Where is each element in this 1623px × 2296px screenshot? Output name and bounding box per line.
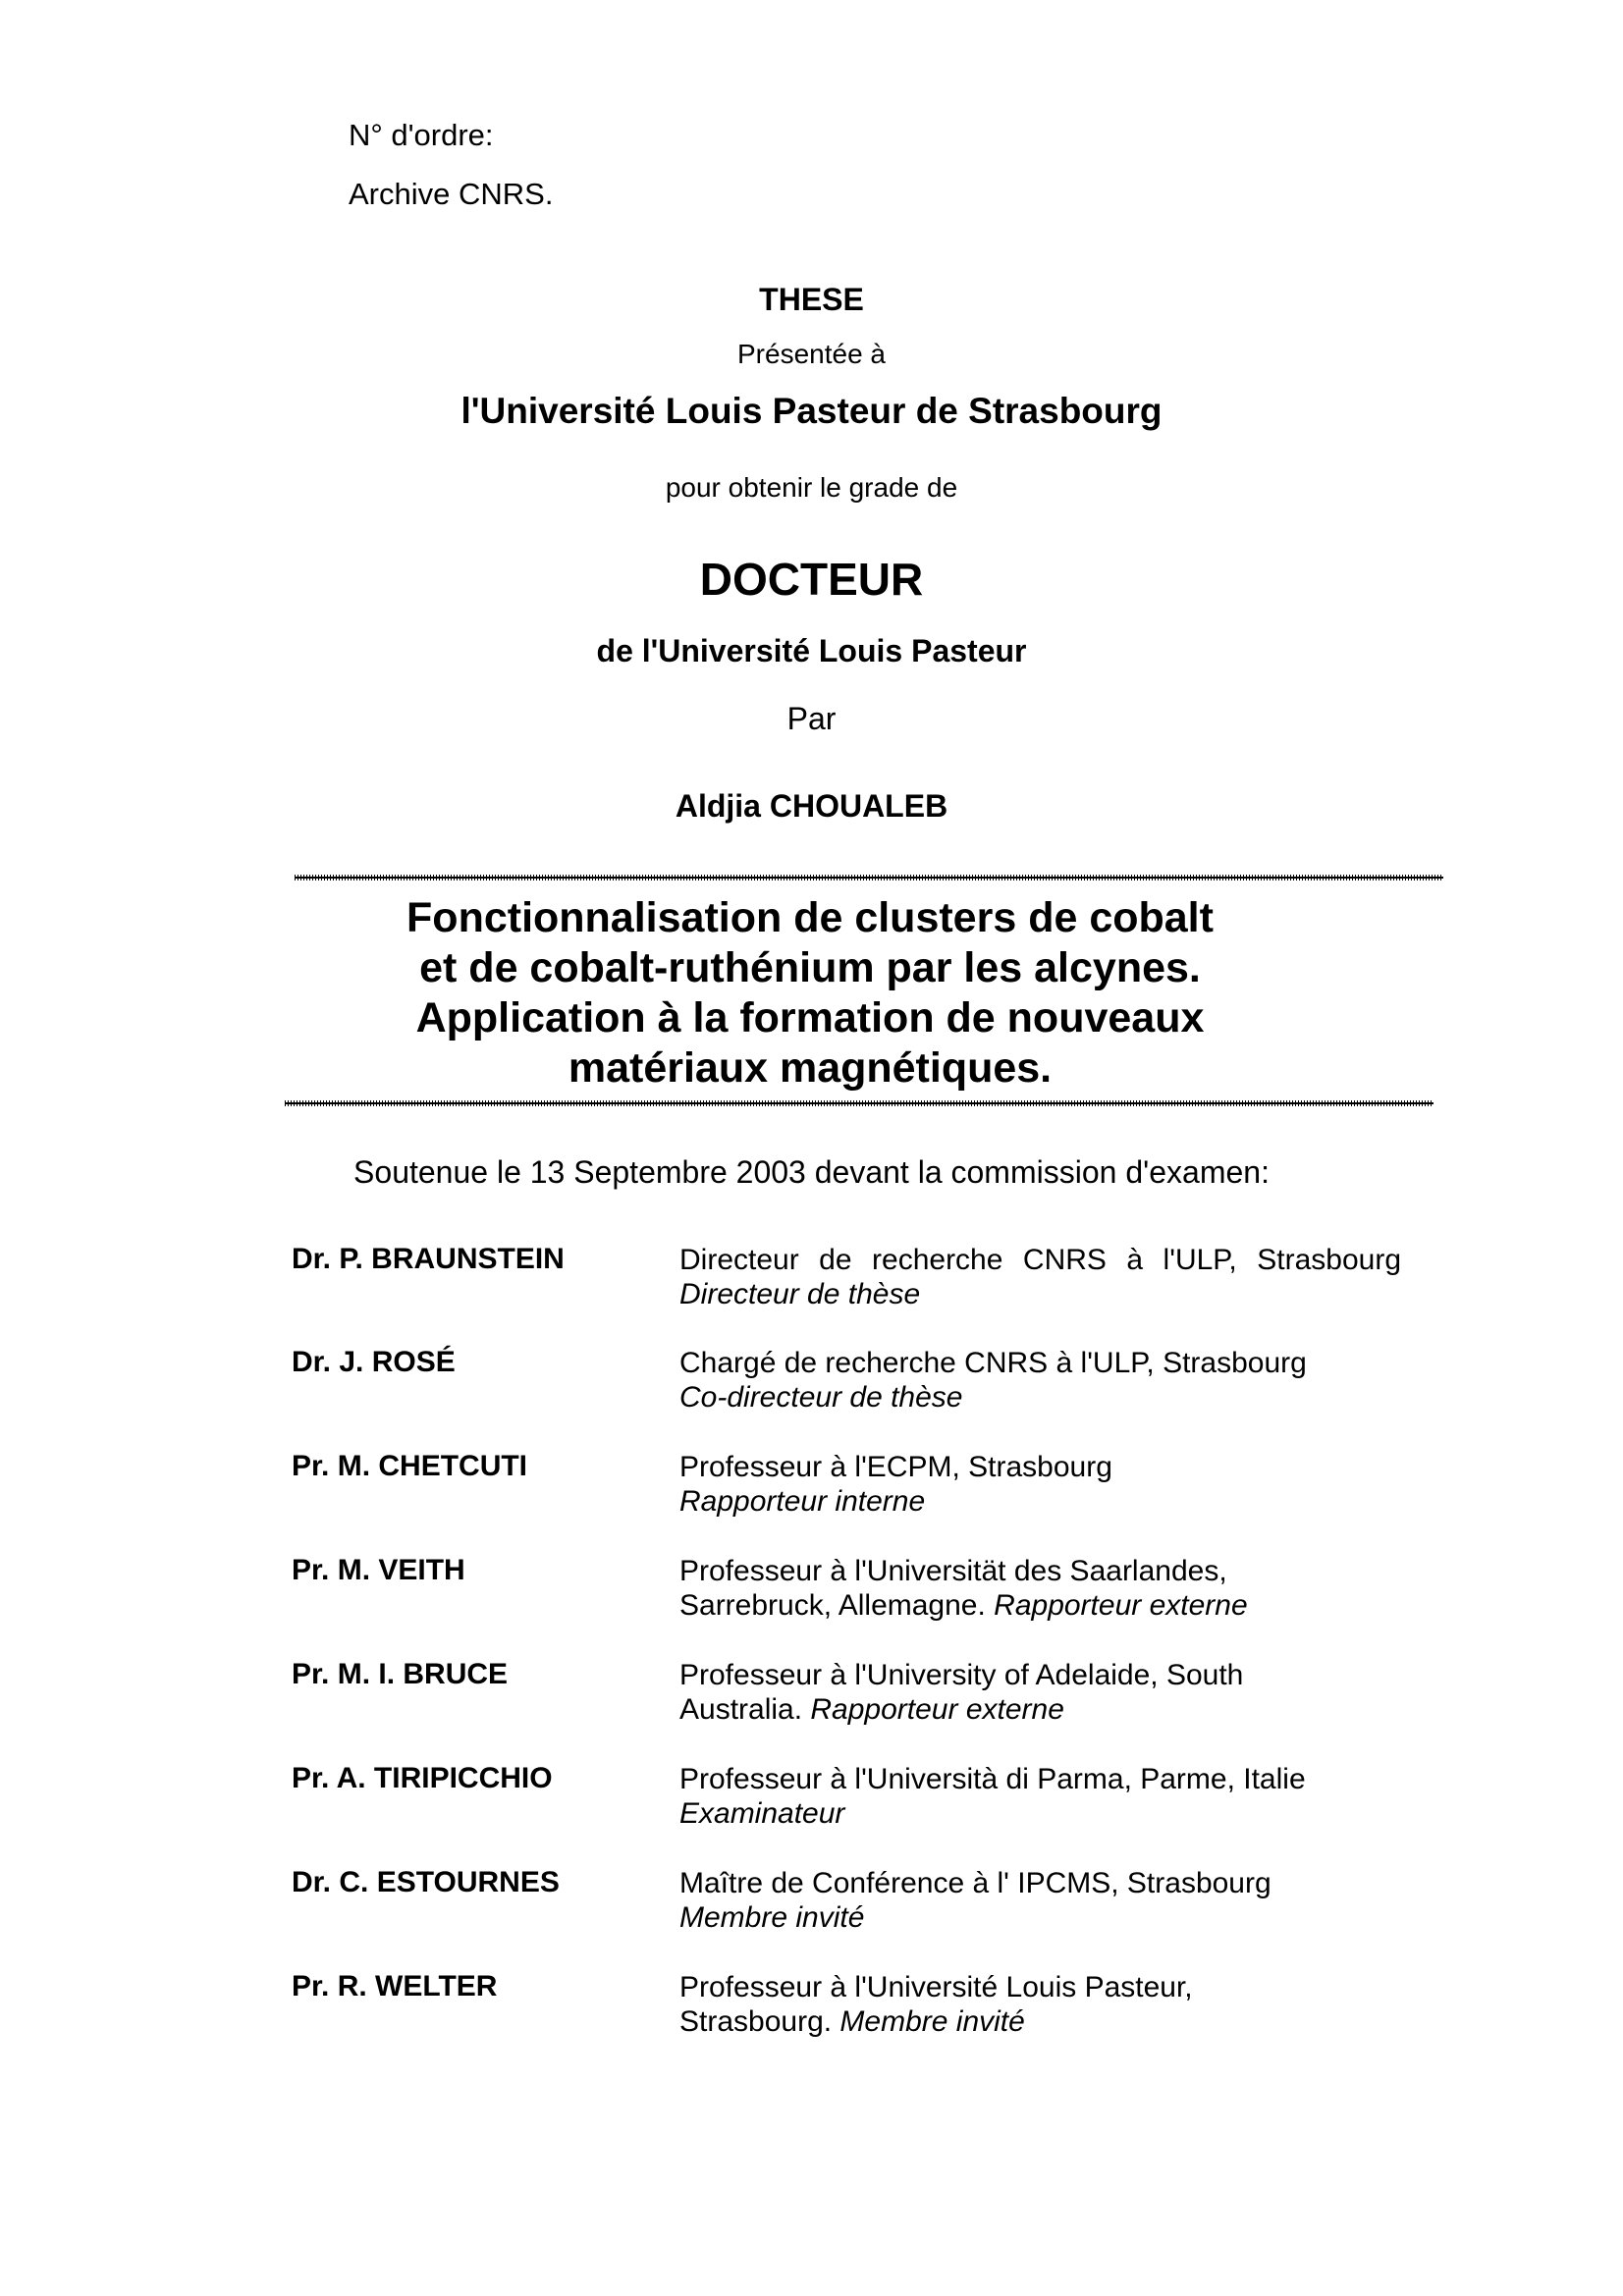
ordre-number-label: N° d'ordre: (349, 118, 494, 152)
jury-member-role: Rapporteur externe (810, 1693, 1064, 1726)
author-name: Aldjia CHOUALEB (675, 788, 948, 824)
university-name: l'Université Louis Pasteur de Strasbourg (460, 391, 1163, 431)
jury-member-role: Rapporteur externe (994, 1589, 1248, 1622)
jury-member-role: Directeur de thèse (679, 1278, 921, 1310)
jury-member-affiliation: Professeur à l'ECPM, Strasbourg (679, 1451, 1112, 1483)
jury-member-affiliation: Chargé de recherche CNRS à l'ULP, Strasbourg (679, 1347, 1307, 1379)
jury-member-affiliation-cont: Sarrebruck, Allemagne. (679, 1589, 995, 1622)
jury-member-role: Examinateur (679, 1797, 845, 1830)
jury-member-name: Pr. A. TIRIPICCHIO (292, 1762, 553, 1794)
jury-member-details (679, 1866, 1401, 1935)
jury-member-role: Rapporteur interne (679, 1485, 926, 1518)
jury-member-details (679, 1346, 1401, 1415)
these-heading: THESE (759, 282, 864, 317)
jury-member-affiliation: Professeur à l'Universität des Saarlandes, (679, 1555, 1227, 1587)
jury-member-role: Membre invité (839, 2005, 1025, 2038)
jury-member-details (679, 1970, 1401, 2039)
thesis-title (265, 893, 1355, 1094)
docteur-heading: DOCTEUR (699, 554, 924, 605)
thesis-title-line: Fonctionnalisation de clusters de cobalt (406, 894, 1214, 941)
docteur-university: de l'Université Louis Pasteur (596, 633, 1027, 668)
jury-member-details (679, 1762, 1401, 1831)
jury-member-name: Dr. P. BRAUNSTEIN (292, 1243, 565, 1275)
jury-member-role: Membre invité (679, 1901, 865, 1934)
jury-member-affiliation: Professeur à l'Università di Parma, Parme, Italie (679, 1763, 1306, 1795)
defense-statement: Soutenue le 13 Septembre 2003 devant la commission d'examen: (353, 1154, 1270, 1190)
jury-member-name: Pr. M. CHETCUTI (292, 1450, 528, 1482)
jury-member-affiliation-cont: Strasbourg. (679, 2005, 840, 2038)
presentee-text: Présentée à (737, 339, 886, 369)
jury-member-details (679, 1450, 1401, 1519)
title-rule-bottom (285, 1100, 1434, 1106)
jury-member-name: Dr. C. ESTOURNES (292, 1866, 560, 1898)
thesis-title-line: Application à la formation de nouveaux (415, 994, 1205, 1041)
thesis-title-line: matériaux magnétiques. (568, 1044, 1053, 1092)
title-rule-top (295, 875, 1443, 881)
jury-member-details (679, 1243, 1401, 1311)
jury-member-name: Dr. J. ROSÉ (292, 1346, 456, 1378)
jury-member-role: Co-directeur de thèse (679, 1381, 963, 1414)
par-text: Par (786, 701, 837, 736)
archive-label: Archive CNRS. (349, 177, 554, 211)
jury-member-affiliation: Maître de Conférence à l' IPCMS, Strasbourg (679, 1867, 1271, 1899)
jury-member-affiliation: Directeur de recherche CNRS à l'ULP, Strasbourg (679, 1244, 1401, 1276)
jury-member-affiliation: Professeur à l'Université Louis Pasteur, (679, 1971, 1193, 2003)
jury-member-affiliation-cont: Australia. (679, 1693, 811, 1726)
jury-member-name: Pr. M. VEITH (292, 1554, 465, 1586)
jury-member-name: Pr. M. I. BRUCE (292, 1658, 509, 1690)
thesis-title-line: et de cobalt-ruthénium par les alcynes. (419, 944, 1201, 991)
jury-member-affiliation: Professeur à l'University of Adelaide, South (679, 1659, 1244, 1691)
jury-member-name: Pr. R. WELTER (292, 1970, 498, 2002)
grade-text: pour obtenir le grade de (665, 472, 958, 503)
jury-member-details (679, 1554, 1401, 1623)
jury-member-details (679, 1658, 1401, 1727)
